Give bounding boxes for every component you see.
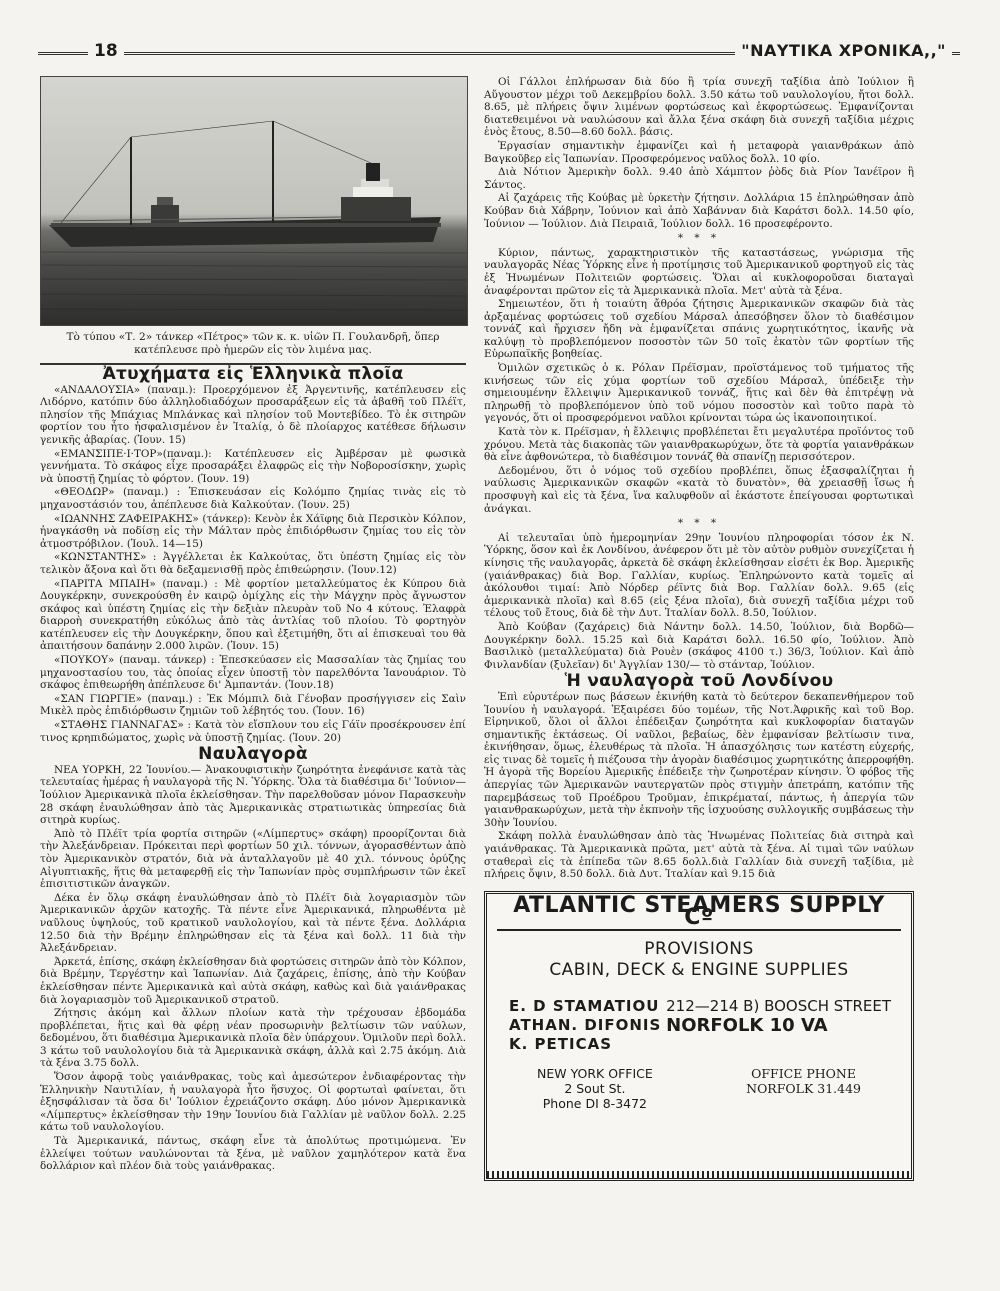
london-paragraph: Σκάφη πολλὰ ἐναυλώθησαν ἀπὸ τὰς Ἡνωμένας Πολιτείας διὰ σιτηρὰ καὶ γαιάνθρακας. Τὰ Ἀμερικανικὰ πρῶτα, μετ' αὐτὰ τὰ ξένα. Αἱ τιμαὶ τῶν ναύλων σταθεραὶ εἰς τὰ ἐπίπεδα τῶν 8.65 δολλ.διὰ Γαλλίαν διὰ συνεχῆ ταξίδια, μὲ πλήρεις ὄψιν, 8.50 δολλ. διὰ Δυτ. Ἰταλίαν καὶ 9.15 διὰ bbox=[484, 830, 914, 881]
section-separator: * * * bbox=[677, 232, 721, 245]
ad-ny-office bbox=[497, 1066, 653, 1111]
article-paragraph: Σημειωτέον, ὅτι ἡ τοιαύτη ἄθρόα ζήτησις Ἀμερικανικῶν σκαφῶν διὰ τὰς ἀρξαμένας φορτώσεις τοῦ σχεδίου Μάρσαλ ἀπεσόβησεν ὅλον τὸ διαθέσιμον τοννάζ καὶ ἤρχισεν ἤδη νὰ ἐμφανίζεται σπάνις χωρητικότητος, ἱκανῆς νὰ καλύψῃ τὸ προβλεπόμενον ποσοστὸν τῶν 50 τοῖς ἑκατὸν τῶν φορτίων τῆς Εὐρωπαϊκῆς βοηθείας. bbox=[484, 298, 914, 361]
ad-name: E. D STAMATIOU bbox=[509, 997, 660, 1015]
ad-phone-line: NORFOLK 31.449 bbox=[746, 1081, 861, 1096]
chartering-section bbox=[40, 764, 466, 1173]
article-paragraph: Ἐργασίαν σημαντικὴν ἐμφανίζει καὶ ἡ μεταφορὰ γαιανθράκων ἀπὸ Βαγκοῦβερ εἰς Ἰαπωνίαν. Προσφερόμενος ναῦλος δολλ. 10 φίο. bbox=[484, 139, 914, 165]
article-paragraph: Δεδομένου, ὅτι ὁ νόμος τοῦ σχεδίου προβλέπει, ὅπως ἐξασφαλίζηται ἡ ναύλωσις Ἀμερικανικῶν σκαφῶν «κατὰ τὸ δυνατὸν», θὰ χρειασθῇ ἴσως ἡ προσφυγὴ καὶ εἰς τὰ ξένα, ἵνα καλυφθοῦν αἱ ἑκάστοτε ἐπείγουσαι φορτωτικαὶ ἀνάγκαι. bbox=[484, 464, 914, 515]
ad-ny-line: Phone DI 8-3472 bbox=[542, 1096, 648, 1111]
chartering-paragraph: ΝΕΑ ΥΟΡΚΗ, 22 Ἰουνίου.— Ἀνακουφιστικὴν ζωηρότητα ἐνεφάνισε κατὰ τὰς τελευταίας ἡμέρας ἡ ναυλαγορὰ τῆς Ν. Ὑόρκης. Ὅλα τὰ διαθέσιμα δι' Ἰούνιον—Ἰούλιον Ἀμερικανικὰ πλοῖα ἐκλείσθησαν. Τὴν παρελθοῦσαν μόνον Παρασκευὴν 28 σκάφη ἐναυλώθησαν ἀπὸ τὰς Ἀμερικανικὰς στρατιωτικὰς ὑπηρεσίας διὰ σιτηρὰ κυρίως. bbox=[40, 763, 466, 827]
ad-ny-line: NEW YORK OFFICE bbox=[537, 1066, 653, 1081]
ad-street: 212—214 B) BOOSCH STREET bbox=[666, 997, 891, 1015]
right-section-1 bbox=[484, 76, 914, 230]
london-section bbox=[484, 691, 914, 881]
ad-title: ATLANTIC STEAMERS SUPPLY Cº bbox=[497, 900, 901, 931]
chartering-paragraph: Ζήτησις ἀκόμη καὶ ἄλλων πλοίων κατὰ τὴν τρέχουσαν ἑβδομάδα προβλέπεται, ἥτις καὶ θὰ φέρῃ νέαν προσωρινὴν βελτίωσιν τῶν ναύλων, δεδομένου, ὅτι διαθέσιμα Ἀμερικανικὰ πλοῖα δὲν ὑπάρχουν. Ὁμιλοῦν περὶ δολλ. 3 κάτω τοῦ ναυλολογίου διὰ τὰ Ἀμερικανικὰ σκάφη, ἀλλὰ καὶ 2.75 ἀκόμη. Διὰ τὰ ξένα 3.75 δολλ. bbox=[40, 1007, 466, 1070]
accident-paragraph: «ΣΤΑΘΗΣ ΓΙΑΝΝΑΓΑΣ» : Κατὰ τὸν εἴσπλουν του εἰς Γάϊν προσέκρουσεν ἐπί τινος κρηπιδώματος, χωρὶς νὰ ὑποστῇ ζημίας. (Ἰουν. 20) bbox=[40, 719, 466, 744]
chartering-paragraph: Ἀπὸ τὸ Πλέϊτ τρία φορτία σιτηρῶν («Λίμπερτυς» σκάφη) προορίζονται διὰ τὴν Ἀλεξάνδρειαν. Πρόκειται περὶ φορτίων 50 χιλ. τόννων, ἀγορασθέντων ἀπὸ τὸν Ἀμερικανικὸν στρατόν, διὰ νὰ ἀνταλλαγοῦν μὲ 40 χιλ. τόννους ὀρύζης Αἰγυπτιακῆς, ἥτις θὰ μεταφερθῇ εἰς τὴν Ἰαπωνίαν πρὸς συμπλήρωσιν τῶν ἐκεῖ ἐπισιτιστικῶν ἀναγκῶν. bbox=[40, 827, 466, 891]
page-header bbox=[38, 41, 960, 66]
ad-provisions: PROVISIONS bbox=[644, 939, 754, 959]
ad-name: K. PETICAS bbox=[509, 1035, 613, 1053]
chartering-paragraph: Δέκα ἐν ὅλῳ σκάφη ἐναυλώθησαν ἀπὸ τὸ Πλέϊτ διὰ λογαριασμὸν τῶν Ἀμερικανικῶν ἀρχῶν κατοχῆς. Τὰ πέντε εἶνε Ἀμερικανικά, πληρωθέντα μὲ ναῦλους ὑψηλούς, τοῦ κρατικοῦ ναυλολογίου, καὶ τὰ πέντε ξένα. Δολλάρια 12.50 διὰ τὴν Βρέμην ἐπληρώθησαν εἰς τὰ ξένα καὶ δολλ. 11 διὰ τὴν Ἀλεξάνδρειαν. bbox=[40, 891, 466, 955]
left-column bbox=[40, 76, 466, 1174]
article-paragraph: Διὰ Νότιον Ἀμερικὴν δολλ. 9.40 ἀπὸ Χάμπτον ῥὸδς διὰ Ρίον Ἰανέϊρον ἢ Σάντος. bbox=[484, 166, 914, 191]
ad-contact-row bbox=[497, 997, 901, 1054]
accident-paragraph: «ΠΟΥΚΟΥ» (παναμ. τάνκερ) : Ἐπεσκεύασεν εἰς Μασσαλίαν τὰς ζημίας του μηχανοστασίου του, τὰς ὁποίας εἶχεν ὑποστῇ τὸν παρελθόντα Ἰανουάριον. Τὸ σκάφος ἐπιθεωρήθη ἀπέπλευσε δι' Ἀμπαντάν. (Ἰουν.18) bbox=[40, 654, 466, 692]
article-paragraph: Κατὰ τὸν κ. Πρέϊσμαν, ἡ ἔλλειψις προβλέπεται ἔτι μεγαλυτέρα προϊόντος τοῦ χρόνου. Μετὰ τὰς διακοπὰς τῶν γαιανθρακωρύχων, ὅτε τὰ φορτία γαιανθράκων θὰ εἶνε ἀφθονώτερα, τὸ διαθέσιμον τοννάζ θὰ σπανίζῃ περισσότερον. bbox=[484, 426, 914, 464]
accident-paragraph: «ΙΩΑΝΝΗΣ ΖΑΦΕΙΡΑΚΗΣ» (τάνκερ): Κενὸν ἐκ Χάϊφης διὰ Περσικὸν Κόλπον, ἠναγκάσθη νὰ ποδίσῃ εἰς τὴν Μάλταν πρὸς ἐπιδιόρθωσιν ζημίας του εἰς τὸν ἀτμοστρόβιλον. (Ἰουλ. 14—15) bbox=[40, 512, 466, 550]
london-title: Ἡ ναυλαγορὰ τοῦ Λονδίνου bbox=[564, 671, 834, 692]
ad-supplies: CABIN, DECK & ENGINE SUPPLIES bbox=[549, 960, 849, 980]
accident-paragraph: «ΘΕΟΔΩΡ» (παναμ.) : Ἐπισκευάσαν εἰς Κολόμπο ζημίας τινὰς εἰς τὸ μηχανοστάσιόν του, ἀπέπλευσε διὰ Καλκούταν. (Ἰουν. 25) bbox=[40, 486, 466, 511]
article-paragraph: Αἱ ζαχάρεις τῆς Κούβας μὲ ὑρκετὴν ζήτησιν. Δολλάρια 15 ἐπληρώθησαν ἀπὸ Κούβαν διὰ Χάβρην, Ἰούνιον καὶ ἀπὸ Χαβάνναν διὰ Καράτσι δολλ. 14.50 φίο, Ἰούνιον — Ἰούλιον. Διὰ Πειραιᾶ, Ἰούλιον δολλ. 16 προσεφέροντο. bbox=[484, 192, 914, 230]
ad-ny-line: 2 Sout St. bbox=[564, 1081, 626, 1096]
article-paragraph: Ὁμιλῶν σχετικῶς ὁ κ. Ρόλαν Πρέϊσμαν, προϊστάμενος τοῦ τμήματος τῆς κινήσεως τῶν εἰς χύμα φορτίων τοῦ σχεδίου Μάρσαλ, ὑπέδειξε τὴν σημειουμένην ἔλλειψιν Ἀμερικανικοῦ τοννάζ, ἥτις καὶ δὲν θὰ ἐπιτρέψῃ νὰ πληρωθῇ τὸ προβλεπόμενον ὑπὸ τοῦ νόμου ποσοστὸν καὶ τοῦτο παρὰ τὸ γεγονός, ὅτι οἱ προσφερόμενοι ναῦλοι κρίνονται τώρα ὡς ἱκανοποιητικοί. bbox=[484, 362, 914, 425]
ad-border-fringe bbox=[487, 1171, 911, 1179]
accidents-section bbox=[40, 384, 466, 745]
ad-city: NORFOLK 10 VA bbox=[666, 1015, 828, 1036]
right-section-2 bbox=[484, 247, 914, 515]
article-paragraph: Αἱ τελευταῖαι ὑπὸ ἡμερομηνίαν 29ην Ἰουνίου πληροφορίαι τόσον ἐκ Ν. Ὑόρκης, ὅσον καὶ ἐκ Λονδίνου, ἀνέφερον ὅτι μὲ τὸν αὐτὸν ρυθμὸν συνεχίζεται ἡ κίνησις τῆς ναυλαγορᾶς, ἀρκετὰ δὲ σκάφη ἐκλείσθησαν εἰσέτι ἐκ Βορ. Ἀμερικῆς (γαιάνθρακας) διὰ Βορ. Γαλλίαν, κυρίως. Ἐπληρώνοντο κατὰ τομεῖς αἱ ἀκόλουθοι τιμαί: Ἀπὸ Νόρδερ ρέϊντς διὰ Βορ. Γαλλίαν δολλ. 9.65 (εἰς ἀμερικανικὰ πλοῖα) καὶ 8.65 (εἰς ξένα πλοῖα), διὰ συνεχῆ ταξίδια μέχρι τοῦ τέλους τοῦ ἔτους, διὰ δὲ τὴν Δυτ. Ἰταλίαν δολλ. 8.50, Ἰούλιον. bbox=[484, 531, 914, 620]
ad-address bbox=[666, 997, 901, 1054]
accident-paragraph: «ΕΜΑΝΣΙΠΕ·Ι·ΤΟΡ»(παναμ.): Κατέπλευσεν εἰς Ἀμβέρσαν μὲ φωσικὰ γεννήματα. Τὸ σκάφος εἶχε προσαράξει ἐλαφρῶς εἰς τὴν Νοβοροσίσκην, χωρὶς νὰ ὑποστῇ ζημίας τὸ φόρτον. (Ἰουν. 19) bbox=[40, 447, 466, 485]
accidents-title: Ἀτυχήματα εἰς Ἑλληνικὰ πλοῖα bbox=[40, 363, 466, 381]
ad-office-phone bbox=[746, 1066, 901, 1111]
chartering-paragraph: Ἀρκετά, ἐπίσης, σκάφη ἐκλείσθησαν διὰ φορτώσεις σιτηρῶν ἀπὸ τὸν Κόλπον, διὰ Βρέμην, Τεργέστην καὶ Ἰαπωνίαν. Διὰ ζαχάρεις, ἐπίσης, ἀπὸ τὴν Κούβαν ἐκλείσθησαν πέντε Ἀμερικανικὰ καὶ αὐτὰ σκάφη, καθὼς καὶ διὰ γαιάνθρακας διὰ λογαριασμὸν τοῦ Ἀμερικανικοῦ στρατοῦ. bbox=[40, 955, 466, 1006]
london-paragraph: Ἐπὶ εὐρυτέρων πως βάσεων ἐκινήθη κατὰ τὸ δεύτερον δεκαπενθήμερον τοῦ Ἰουνίου ἡ ναυλαγορά. Ἐξαιρέσει δύο τομέων, τῆς Νοτ.Ἀφρικῆς καὶ τοῦ Βορ. Εἰρηνικοῦ, ὅλοι οἱ ἄλλοι ἐπέδειξαν ζωηρότητα καὶ κυκλοφορίαν διαταγῶν σημαντικῆς ἐκτάσεως. Οἱ ναῦλοι, βεβαίως, δὲν ἐμφανίσαν βελτίωσιν τινα, ἐκινήθησαν, ὅμως, ἐλευθέρως τὰ πλοῖα. Ἡ ἀπασχόλησις των κατέστη εὐχερής, εἰς τινας δὲ τομεῖς ἡ πιέζουσα τὴν ἀγορὰν διαθέσιμος χωρητικότης ἀπερροφήθη. Ἡ ἀγορὰ τῆς Βορείου Ἀμερικῆς ἐπέδειξε τὴν ζωηροτέραν κίνησιν. Ὁ φόβος τῆς ἀπεργίας τῶν Ἀμερικανῶν ναυτεργατῶν πρὸς στιγμὴν ἀπετράπη, κατόπιν τῆς παρεμβάσεως τοῦ Προέδρου Τροῦμαν, ἐπικρέματαί, πάντως, ἡ ἀπεργία τῶν γαιανθρακωρύχων, μετὰ τὴν ἐκπνοὴν τῆς ἰσχυούσης συλλογικῆς συμβάσεως τὴν 30ὴν Ἰουνίου. bbox=[484, 690, 914, 829]
atlantic-steamers-ad bbox=[484, 891, 914, 1181]
accident-paragraph: «ΠΑΡΙΤΑ ΜΠΑΙΗ» (παναμ.) : Μὲ φορτίον μεταλλεύματος ἐκ Κύπρου διὰ Δουγκέρκην, συνεκρούσθη ἐν καιρῷ ὁμίχλης εἰς τὴν Μάγχην πρὸς ἄγνωστον σκάφος καὶ ὑπέστη ζημίας εἰς τὴν δεξιὰν πλευρὰν τοῦ Νο 4 κύτους. Ἐλαφρὰ διαρροὴ συνεκρατήθη εὐκόλως ἀπὸ τὰς ἀντλίας τοῦ πλοίου. Τὸ φορτηγὸν κατέπλευσεν εἰς τὴν Δουγκέρκην, ὅπου καὶ ἐξετιμήθη, ὅτι αἱ ἐπισκευαὶ του θὰ ἀπαιτήσουν δαπάνην 2.000 λιρῶν. (Ἰουν. 15) bbox=[40, 577, 466, 653]
section-separator: * * * bbox=[677, 517, 721, 530]
ad-phone-line: OFFICE PHONE bbox=[751, 1066, 856, 1081]
chartering-paragraph: Ὅσον ἀφορᾷ τοὺς γαιάνθρακας, τοὺς καὶ ἀμεσώτερον ἐνδιαφέροντας τὴν Ἑλληνικὴν Ναυτιλίαν, ἡ ναυλαγορὰ ἦτο ἥσυχος. Οἱ φορτωταὶ φαίνεται, ὅτι ἐξησφάλισαν τὰ ὅσα δι' Ἰούλιον ἐχρειάζοντο σκάφη. Δύο μόνον Ἀμερικανικὰ «Λίμπερτυς» ἐκλείσθησαν τὴν 19ην Ἰουνίου διὰ Γαλλίαν μὲ ναῦλον δολλ. 2.25 κάτω τοῦ ναυλολογίου. bbox=[40, 1071, 466, 1134]
ad-names bbox=[497, 997, 661, 1054]
tanker-ship-illustration bbox=[41, 77, 467, 325]
page-number: 18 bbox=[88, 41, 124, 61]
photo-caption: Τὸ τύπου «Τ. 2» τάνκερ «Πέτρος» τῶν κ. κ. υἱῶν Π. Γουλανδρῆ, ὅπερ κατέπλευσε πρὸ ἡμερῶν εἰς τὸν λιμένα μας. bbox=[66, 331, 440, 356]
chartering-paragraph: Τὰ Ἀμερικανικά, πάντως, σκάφη εἶνε τὰ ἀπολύτως προτιμώμενα. Ἐν ἐλλείψει τούτων ναυλώνονται τὰ ξένα, μὲ ναῦλον χαμηλότερον κατὰ ἕνα δολλάριον καὶ πλέον διὰ τοὺς γαιάνθρακας. bbox=[40, 1135, 466, 1173]
ad-office-row bbox=[497, 1066, 901, 1111]
accident-paragraph: «ΣΑΝ ΓΙΩΡΓΙΕ» (παναμ.) : Ἐκ Μόμπιλ διὰ Γένοβαν προσήγγισεν εἰς Σαὶν Μικὲλ πρὸς ἐπιδιόρθωσιν ζημιῶν τοῦ λέβητός του. (Ἰουν. 16) bbox=[40, 692, 466, 718]
ad-name: ATHAN. DIFONIS bbox=[509, 1016, 662, 1034]
article-paragraph: Ἀπὸ Κούβαν (ζαχάρεις) διὰ Νάντην δολλ. 14.50, Ἰούλιον, διὰ Βορδῶ—Δουγκέρκην δολλ. 15.25 καὶ διὰ Καράτσι δολλ. 16.50 φίο, Ἰούλιον. Ἀπὸ Βασιλικὸ (μεταλλεύματα) διὰ Ρουὲν (σκάφος 4100 τ.) 36/3, Ἰούλιον. Καὶ ἀπὸ Φινλανδίαν (ξυλεῖαν) δι' Ἀγγλίαν 130/— τὸ στάνταρ, Ἰούλιον. bbox=[484, 620, 914, 671]
right-column bbox=[484, 76, 914, 1181]
tanker-photo bbox=[40, 76, 468, 326]
article-paragraph: Οἱ Γάλλοι ἐπλήρωσαν διὰ δύο ἢ τρία συνεχῆ ταξίδια ἀπὸ Ἰούλιον ἢ Αὔγουστον μέχρι τοῦ Δεκεμβρίου δολλ. 3.50 κάτω τοῦ ναυλολογίου, ἤτοι δολλ. 8.65, μὲ πλήρεις ὄψιν λιμένων φορτώσεως καὶ ἐκφορτώσεως. Ἐμφανίζονται διατεθειμένοι νὰ ναυλώσουν καὶ ἄλλα ξένα σκάφη διὰ συνεχῆ ταξίδια μέχρις ἑνὸς ἔτους, 8.50—8.60 δολλ. βάσις. bbox=[484, 76, 914, 139]
article-paragraph: Κύριον, πάντως, χαρακτηριστικὸν τῆς καταστάσεως, γνώρισμα τῆς ναυλαγορᾶς Νέας Ὑόρκης εἶνε ἡ προτίμησις τοῦ Ἀμερικανικοῦ φορτηγοῦ εἰς τὰς ἐξ Ἡνωμένων Πολιτειῶν φορτώσεις. Ὅλαι αἱ κυκλοφοροῦσαι διαταγαὶ ἀναφέρονται πρῶτον εἰς τὰ Ἀμερικανικὰ πλοῖα. Μετ' αὐτὰ τὰ ξένα. bbox=[484, 246, 914, 297]
chartering-title: Ναυλαγορὰ bbox=[198, 744, 308, 765]
right-section-3 bbox=[484, 532, 914, 672]
accident-paragraph: «ΚΩΝΣΤΑΝΤΗΣ» : Ἀγγέλλεται ἐκ Καλκούτας, ὅτι ὑπέστη ζημίας εἰς τὸν τελικὸν ἄξονα καὶ ὅτι θὰ δεξαμενισθῇ πρὸς ἐπιθεώρησιν. (Ἰουν.12) bbox=[40, 551, 466, 576]
masthead-title: "ΝΑΥΤΙΚΑ ΧΡΟΝΙΚΑ,," bbox=[735, 41, 952, 60]
accident-paragraph: «ΑΝΔΑΛΟΥΣΙΑ» (παναμ.): Προερχόμενον ἐξ Ἀργεντινῆς, κατέπλευσεν εἰς Λιδόρνο, κατόπιν δύο ἀλληλοδιαδόχων προσαράξεων εἰς τὰ ἀβαθῆ τοῦ Πλέϊτ, πλησίον τῆς Μπάχιας Μπλάνκας καὶ πλησίον τοῦ Μοντεβίδεο. Τὸ ἐκ σιτηρῶν φορτίον του ἦτο ἠσφαλισμένον ἐν Ἰταλίᾳ, ὁ δὲ πλοίαρχος κατέθεσε δήλωσιν γενικῆς ἀβαρίας. (Ἰουν. 15) bbox=[40, 383, 466, 446]
